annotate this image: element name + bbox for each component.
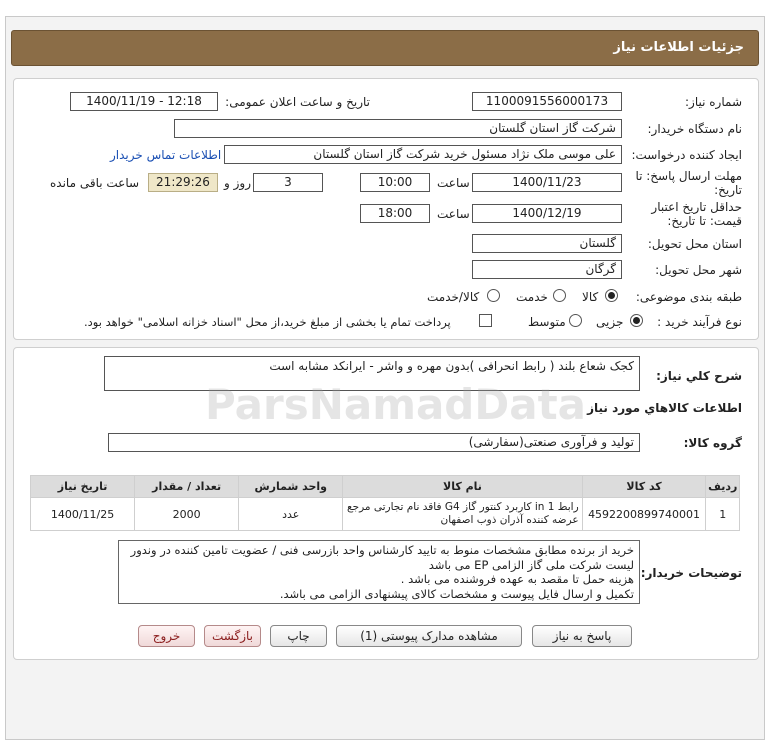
page-title: جزئیات اطلاعات نیاز — [613, 40, 744, 55]
col-name: نام کالا — [343, 476, 582, 498]
reply-time-field: 10:00 — [360, 173, 430, 192]
col-qty: تعداد / مقدار — [135, 476, 239, 498]
category-label: طبقه بندی موضوعی: — [635, 290, 742, 304]
exit-button[interactable]: خروج — [138, 625, 195, 647]
contact-buyer-link[interactable]: اطلاعات تماس خریدار — [110, 148, 222, 162]
goods-table — [30, 475, 740, 531]
col-code: کد کالا — [582, 476, 706, 498]
col-index: ردیف — [706, 476, 740, 498]
buyer-note-line: هزینه حمل تا مقصد به عهده فروشنده می باشد . — [400, 572, 634, 586]
goods-group-label: گروه کالا: — [683, 436, 742, 450]
process-medium-label: متوسط — [528, 315, 566, 329]
goods-section-title: اطلاعات کالاهاي مورد نياز — [587, 401, 742, 415]
reply-button[interactable]: پاسخ به نیاز — [532, 625, 632, 647]
buyer-note-line: تکمیل و ارسال فایل پیوست و مشخصات کالای پیشنهادی الزامی می باشد. — [279, 586, 634, 601]
buyer-note-line: خرید از برنده مطابق مشخصات منوط به تایید کارشناس واحد بازرسی فنی / عضویت تامین کننده در وندور — [130, 543, 634, 557]
col-date: تاریخ نیاز — [31, 476, 135, 498]
announce-field: 1400/11/19 - 12:18 — [70, 92, 218, 111]
process-label: نوع فرآیند خرید : — [657, 315, 742, 329]
days-field: 3 — [253, 173, 323, 192]
category-goods-label: کالا — [582, 290, 599, 304]
process-minor-label: جزیی — [596, 315, 624, 329]
category-goods-service-radio[interactable] — [487, 289, 500, 302]
price-validity-label: حداقل تاریخ اعتبار قیمت: تا تاریخ: — [651, 200, 742, 228]
print-button[interactable]: چاپ — [270, 625, 327, 647]
process-medium-radio[interactable] — [569, 314, 582, 327]
announce-label: تاریخ و ساعت اعلان عمومی: — [225, 95, 370, 109]
days-label: روز و — [224, 176, 251, 190]
row-date: 1400/11/25 — [31, 498, 135, 531]
row-code: 4592200899740001 — [582, 498, 706, 531]
row-index: 1 — [706, 498, 740, 531]
category-service-label: خدمت — [516, 290, 548, 304]
back-button[interactable]: بازگشت — [204, 625, 261, 647]
goods-table-header — [31, 476, 740, 498]
category-goods-service-label: کالا/خدمت — [427, 290, 480, 304]
process-minor-radio[interactable] — [630, 314, 643, 327]
province-label: استان محل تحویل: — [647, 237, 742, 251]
buyer-notes-box — [118, 540, 640, 604]
treasury-payment-note: پرداخت تمام یا بخشی از مبلغ خرید،از محل "اسناد خزانه اسلامی" خواهد بود. — [84, 315, 451, 329]
row-qty: 2000 — [135, 498, 239, 531]
buyer-org-field: شرکت گاز استان گلستان — [174, 119, 622, 138]
province-field: گلستان — [472, 234, 622, 253]
watermark-logo: ParsNamadData — [205, 380, 586, 429]
need-number-label: شماره نیاز: — [685, 95, 742, 109]
attachments-button[interactable]: مشاهده مدارک پیوستی (1) — [336, 625, 522, 647]
table-row — [31, 498, 740, 531]
reply-deadline-label: مهلت ارسال پاسخ: تا تاریخ: — [635, 169, 742, 197]
remaining-label: ساعت باقی مانده — [50, 176, 140, 190]
reply-date-field: 1400/11/23 — [472, 173, 622, 192]
creator-label: ایجاد کننده درخواست: — [631, 148, 742, 162]
col-unit: واحد شمارش — [239, 476, 343, 498]
validity-time-field: 18:00 — [360, 204, 430, 223]
reply-time-label: ساعت — [437, 176, 470, 190]
treasury-payment-checkbox[interactable] — [479, 314, 492, 327]
category-goods-radio[interactable] — [605, 289, 618, 302]
creator-field: علی موسی ملک نژاد مسئول خرید شرکت گاز استان گلستان — [224, 145, 622, 164]
buyer-note-line: لیست شرکت ملی گاز الزامی EP می باشد — [428, 557, 634, 572]
row-name: رابط 1 in کاربرد کنتور گاز G4 فاقد نام تجارتی مرجع عرضه کننده آذران ذوب اصفهان — [343, 498, 582, 531]
summary-field: کجک شعاع بلند ( رابط انحرافی )بدون مهره و واشر - ایرانکد مشابه است — [104, 356, 640, 391]
goods-group-field: تولید و فرآوری صنعتی(سفارشی) — [108, 433, 640, 452]
buyer-notes-label: توضیحات خریدار: — [640, 566, 742, 580]
validity-time-label: ساعت — [437, 207, 470, 221]
city-field: گرگان — [472, 260, 622, 279]
city-label: شهر محل تحویل: — [655, 263, 742, 277]
remaining-time: 21:29:26 — [148, 173, 218, 192]
category-service-radio[interactable] — [553, 289, 566, 302]
summary-label: شرح کلي نياز: — [656, 369, 742, 383]
validity-date-field: 1400/12/19 — [472, 204, 622, 223]
buyer-org-label: نام دستگاه خریدار: — [647, 122, 742, 136]
row-unit: عدد — [239, 498, 343, 531]
header-bar — [11, 30, 759, 66]
need-number-field: 1100091556000173 — [472, 92, 622, 111]
